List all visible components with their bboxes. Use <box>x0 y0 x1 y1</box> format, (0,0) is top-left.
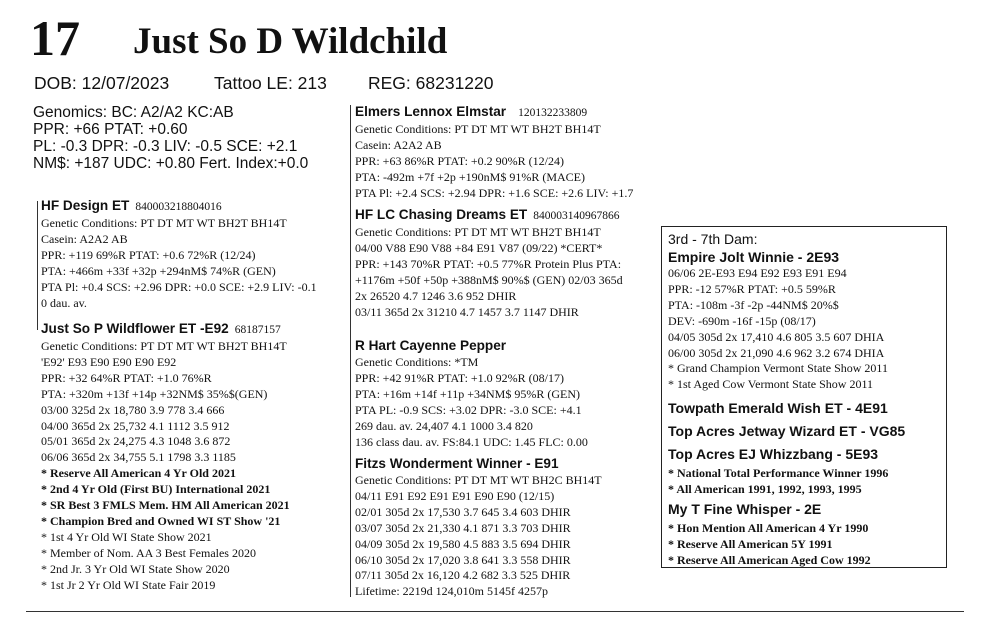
sire-sire-line: PTA Pl: +2.4 SCS: +2.94 DPR: +1.6 SCE: +2.6 LIV: +1.7 <box>355 185 634 200</box>
sire-dam-reg: 840003140967866 <box>533 210 620 222</box>
dam-award: * Member of Nom. AA 3 Best Females 2020 <box>41 545 256 560</box>
dam-award: * Champion Bred and Owned WI ST Show '21 <box>41 513 281 528</box>
dam3-record-row: 06/00 305d 2x 21,090 4.6 962 3.2 674 DHIA <box>668 345 885 360</box>
dam-award: * 1st Jr 2 Yr Old WI State Fair 2019 <box>41 577 216 592</box>
dam-record-row: 04/00 365d 2x 25,732 4.1 1112 3.5 912 <box>41 418 230 433</box>
dam6-award: * National Total Performance Winner 1996 <box>668 466 889 481</box>
dam-dam-line: Genetic Conditions: PT DT MT WT BH2C BH14T <box>355 473 602 487</box>
sire-sire-reg: 120132233809 <box>518 107 588 119</box>
bottom-divider <box>26 611 964 612</box>
sire-sire-line: Genetic Conditions: PT DT MT WT BH2T BH14T <box>355 122 601 136</box>
dob: DOB: 12/07/2023 <box>34 73 170 93</box>
sire-line: Genetic Conditions: PT DT MT WT BH2T BH14T <box>41 216 287 230</box>
dam-dam-record-row: 03/07 305d 2x 21,330 4.1 871 3.3 703 DHIR <box>355 520 571 535</box>
genomics-line: PL: -0.3 DPR: -0.3 LIV: -0.5 SCE: +2.1 <box>33 138 298 155</box>
sire-sire-block <box>355 103 633 202</box>
dam-dam-record-row: 07/11 305d 2x 16,120 4.2 682 3.3 525 DHIR <box>355 568 571 583</box>
dam3-award: * 1st Aged Cow Vermont State Show 2011 <box>668 377 874 392</box>
dam6-name: Top Acres EJ Whizzbang - 5E93 <box>668 446 879 463</box>
dam-dam-line: 04/11 E91 E92 E91 E91 E90 E90 (12/15) <box>355 488 555 503</box>
dam6-award: * All American 1991, 1992, 1993, 1995 <box>668 482 862 497</box>
extended-dams-box <box>661 226 947 568</box>
dam-record-row: 05/01 365d 2x 24,275 4.3 1048 3.6 872 <box>41 434 231 449</box>
sire-sire-name: Elmers Lennox Elmstar <box>355 104 507 119</box>
sire-dam-line: +1176m +50f +50p +388nM$ 90%$ (GEN) 02/03 365d <box>355 272 623 287</box>
sire-dam-block <box>355 206 623 320</box>
dam-award: * 2nd Jr. 3 Yr Old WI State Show 2020 <box>41 561 230 576</box>
sire-dam-name: HF LC Chasing Dreams ET <box>355 207 528 222</box>
dam-name: Just So P Wildflower ET -E92 <box>41 321 229 336</box>
sire-reg: 840003218804016 <box>135 201 222 213</box>
dam-dam-lifetime: Lifetime: 2219d 124,010m 5145f 4257p <box>355 584 548 599</box>
dam-sire-name: R Hart Cayenne Pepper <box>355 338 507 353</box>
registration-number: REG: 68231220 <box>368 73 494 93</box>
sire-sire-line: PPR: +63 86%R PTAT: +0.2 90%R (12/24) <box>355 153 564 168</box>
sire-line: PPR: +119 69%R PTAT: +0.6 72%R (12/24) <box>41 247 256 262</box>
dam-record-row: 03/00 325d 2x 18,780 3.9 778 3.4 666 <box>41 402 225 417</box>
dam-dam-block <box>355 455 602 600</box>
dam3-line: PPR: -12 57%R PTAT: +0.5 59%R <box>668 281 836 296</box>
dam-block <box>41 320 290 594</box>
sire-block <box>41 197 317 311</box>
sire-line: Casein: A2A2 AB <box>41 231 128 246</box>
dam-award: * 2nd 4 Yr Old (First BU) International 2021 <box>41 482 271 497</box>
genomics-line: NM$: +187 UDC: +0.80 Fert. Index:+0.0 <box>33 155 309 172</box>
dam7-name: My T Fine Whisper - 2E <box>668 501 822 518</box>
extended-dams-title: 3rd - 7th Dam: <box>668 231 758 247</box>
dam-sire-line: PTA: +16m +14f +11p +34NM$ 95%R (GEN) <box>355 386 580 401</box>
dam-record-row: 06/06 365d 2x 34,755 5.1 1798 3.3 1185 <box>41 450 236 465</box>
pedigree-bracket-middle <box>350 105 351 597</box>
dam-award: * SR Best 3 FMLS Mem. HM All American 2021 <box>41 498 290 513</box>
dam5-name: Top Acres Jetway Wizard ET - VG85 <box>668 423 906 440</box>
dam-sire-line: Genetic Conditions: *TM <box>355 355 479 369</box>
dam-dam-record-row: 02/01 305d 2x 17,530 3.7 645 3.4 603 DHIR <box>355 504 571 519</box>
tattoo: Tattoo LE: 213 <box>214 73 327 93</box>
dam-heading <box>41 320 290 339</box>
sire-sire-line: PTA: -492m +7f +2p +190nM$ 91%R (MACE) <box>355 169 586 184</box>
sire-dam-line: 2x 26520 4.7 1246 3.6 952 DHIR <box>355 288 517 303</box>
dam-dam-record-row: 06/10 305d 2x 17,020 3.8 641 3.3 558 DHIR <box>355 552 571 567</box>
sire-heading <box>41 197 317 216</box>
dam-dam-record-row: 04/09 305d 2x 19,580 4.5 883 3.5 694 DHIR <box>355 536 571 551</box>
animal-name: Just So D Wildchild <box>133 21 448 62</box>
sire-sire-line: Casein: A2A2 AB <box>355 137 442 152</box>
dam-line: Genetic Conditions: PT DT MT WT BH2T BH14T <box>41 339 287 353</box>
sire-dam-line: 03/11 365d 2x 31210 4.7 1457 3.7 1147 DHIR <box>355 304 579 319</box>
pedigree-bracket-left <box>37 201 38 330</box>
genomics-line: PPR: +66 PTAT: +0.60 <box>33 121 188 138</box>
dam4-name: Towpath Emerald Wish ET - 4E91 <box>668 400 888 417</box>
sire-line: 0 dau. av. <box>41 295 87 310</box>
extended-dams-content <box>668 230 905 569</box>
sire-line: PTA: +466m +33f +32p +294nM$ 74%R (GEN) <box>41 263 276 278</box>
dam3-award: * Grand Champion Vermont State Show 2011 <box>668 361 888 376</box>
sire-dam-heading <box>355 206 623 225</box>
dam-line: 'E92' E93 E90 E90 E90 E92 <box>41 354 177 369</box>
dam7-award: * Hon Mention All American 4 Yr 1990 <box>668 521 869 536</box>
sire-line: PTA Pl: +0.4 SCS: +2.96 DPR: +0.0 SCE: +2.9 LIV: -0.1 <box>41 279 317 294</box>
dam-reg: 68187157 <box>234 324 281 336</box>
dam-sire-block <box>355 337 588 450</box>
dam-award: * Reserve All American 4 Yr Old 2021 <box>41 466 236 481</box>
dam-award: * 1st 4 Yr Old WI State Show 2021 <box>41 529 212 544</box>
sire-name: HF Design ET <box>41 198 130 213</box>
lot-number: 17 <box>30 10 80 66</box>
dam7-award: * Reserve All American 5Y 1991 <box>668 536 833 551</box>
dam-sire-line: PTA PL: -0.9 SCS: +3.02 DPR: -3.0 SCE: +4.1 <box>355 402 582 417</box>
dam-sire-line: 136 class dau. av. FS:84.1 UDC: 1.45 FLC: 0.00 <box>355 434 588 449</box>
dam3-line: DEV: -690m -16f -15p (08/17) <box>668 313 816 328</box>
dam-sire-line: 269 dau. av. 24,407 4.1 1000 3.4 820 <box>355 418 533 433</box>
sire-sire-heading <box>355 103 633 122</box>
dam3-name: Empire Jolt Winnie - 2E93 <box>668 249 840 265</box>
dam3-record-row: 04/05 305d 2x 17,410 4.6 805 3.5 607 DHIA <box>668 329 885 344</box>
dam-dam-name: Fitzs Wonderment Winner - E91 <box>355 456 559 471</box>
dam-sire-line: PPR: +42 91%R PTAT: +1.0 92%R (08/17) <box>355 370 564 385</box>
dam-line: PTA: +320m +13f +14p +32NM$ 35%$(GEN) <box>41 386 268 401</box>
dam3-line: PTA: -108m -3f -2p -44NM$ 20%$ <box>668 297 839 312</box>
sire-dam-line: Genetic Conditions: PT DT MT WT BH2T BH14T <box>355 225 601 239</box>
dam-line: PPR: +32 64%R PTAT: +1.0 76%R <box>41 370 212 385</box>
sire-dam-line: PPR: +143 70%R PTAT: +0.5 77%R Protein Plus PTA: <box>355 256 622 271</box>
dam3-line: 06/06 2E-E93 E94 E92 E93 E91 E94 <box>668 266 847 280</box>
genomics-line: Genomics: BC: A2/A2 KC:AB <box>33 104 234 121</box>
dam7-award: * Reserve All American Aged Cow 1992 <box>668 552 871 567</box>
sire-dam-line: 04/00 V88 E90 V88 +84 E91 V87 (09/22) *CERT* <box>355 240 603 255</box>
